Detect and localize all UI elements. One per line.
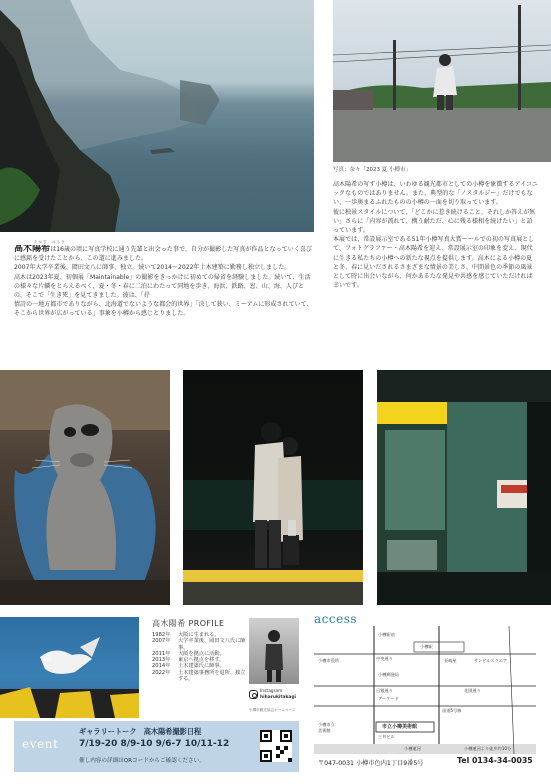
profile-row: 1982年 大阪に生まれる。: [152, 632, 220, 638]
body-right-p1: 高木陽希の写す小樽は、いわゆる観光都市としての小樽を象徴するアイコニックなものではありません。また、典型的な「ノスタルジー」だけでもない、一歩奥まるふれたものの小樽の一面を切り取っています。: [333, 181, 538, 207]
author-name: 高木陽希: [14, 245, 51, 254]
map-label-road1: 中央通り: [376, 656, 393, 661]
body-left-p3: 高木は2023年夏、初個展「Maintainable」の撮影をきっかけに初めての帰省を経験しました。続いて、生活の様々な片鱗をとらえるべく、夏・冬・春に二泊にわたって同地を歩き、海浜、鉄路、窓、山、海、人びとの、そこで「生き死」を見てきました。彼は、「抒: [14, 273, 311, 300]
author-ruby: たかぎ はるき: [34, 240, 66, 244]
seagull-drawing: [0, 617, 139, 718]
event-note: 催し内容の詳細はQRコードからご確認ください。: [79, 758, 205, 764]
event-dates: 7/19-20 8/9-10 9/6-7 10/11-12: [79, 739, 230, 749]
photo-couple: [183, 370, 363, 605]
photo-sea-cliffs: [0, 0, 314, 232]
profile-row: 2007年 大学卒業後、岡田文八氏に師事。: [152, 638, 246, 651]
qr-code-icon[interactable]: [260, 730, 292, 762]
map-label-bottom-note: 小樽運河より徒歩約10分: [464, 746, 512, 751]
profile-row: 2022年 土木建築事務所を退所、独立する。: [152, 669, 246, 683]
map-label-road3: 国道5号線: [442, 708, 462, 713]
map-label-sea: 小樽運河: [404, 746, 421, 751]
profile-footnote: 小樽市観光協会ホームページ: [249, 708, 296, 712]
instagram-handle[interactable]: hiharukitakagi: [260, 695, 297, 700]
map-label-place6: 三井ビル: [378, 734, 395, 739]
access-map[interactable]: [314, 626, 536, 754]
instagram-icon[interactable]: [249, 690, 258, 699]
profile-row: 2014年 土木建築氏に師事。: [152, 663, 225, 670]
map-label-place1: 小樽市役所: [318, 658, 339, 663]
map-label-place5: アーケード: [378, 696, 399, 701]
photo-seagull: [0, 617, 139, 718]
map-label-top-street: 小樽駅前: [378, 632, 395, 637]
body-left-p1: は16歳の頃に写真学校に通う先輩と出会った事で、自分が撮影した写真が作品となっていく喜びに感銘を受けたことから、この道に進みました。: [14, 246, 312, 263]
sea-cliffs-drawing: [0, 0, 314, 232]
photo-portrait: [249, 618, 299, 684]
couple-drawing: [183, 370, 363, 605]
map-label-place3: サンビルスクエア: [474, 658, 508, 663]
photo-shopfront: [377, 370, 551, 605]
caption-top-right: 写真：奈々「2023 夏 小樽市」: [333, 167, 411, 173]
access-address: 〒047-0031 小樽市色内1丁目9番5号: [318, 760, 424, 767]
profile-list: [152, 632, 248, 682]
map-label-left-area: 小樽市立 美術館: [318, 722, 335, 733]
map-label-road4: 花園通り: [464, 688, 481, 693]
body-text-right: [333, 180, 538, 355]
body-text-left: [14, 245, 314, 355]
profile-row: 2011年 大阪を拠点に活動。: [152, 650, 225, 657]
profile-row: 2013年 東京へ拠点を移す。: [152, 657, 225, 664]
access-tel: Tel 0134-34-0035: [457, 756, 533, 765]
seal-drawing: [0, 370, 170, 605]
body-right-p3: 本展では、常設展示室である51年小樽写真大賞ーールでの初の写真展として、フォトグラファー・高木陽希を迎え、常設展示室の印象を変え、現代に生きる私たちの小樽への新たな視点を提供します。高木による小樽の夏と冬、春に見いだされるさまざまな情景の美しさ、中間景色の季節の風景として時に出会いながら、何かあるたな発見や共感を感じていただければ幸いです。: [333, 236, 535, 290]
map-label-road2: 日銀通り: [376, 688, 393, 693]
instagram-label: Instagram: [260, 689, 283, 694]
event-label: event: [22, 737, 59, 751]
body-left-p2: 2007年大学卒業後、岡田文八に師事、独立。続いて2014〜2022年土木建築に勤務し独立しました。: [14, 264, 291, 272]
street-drawing: [333, 0, 551, 162]
portrait-drawing: [249, 618, 299, 684]
map-label-place4: 小樽郵便局: [378, 672, 399, 677]
photo-seal: [0, 370, 170, 605]
body-right-p2: 彼に独景スタイルについて、「どこかに惹き続けること、それしか答えが無い」さらに「内容が流れて、構う耐ただ、心に残る様相を続けたい」と語っています。: [333, 208, 536, 235]
profile-title: 高木陽希 PROFILE: [152, 619, 225, 628]
event-title: ギャラリートーク 高木陽希撮影日程: [79, 727, 202, 736]
photo-street-person: [333, 0, 551, 162]
map-label-museum: 市立小樽美術館: [382, 724, 418, 730]
access-title: access: [314, 612, 358, 626]
map-label-place2: 長崎屋: [444, 658, 457, 663]
body-left-p4: 情詩の一地方都市でありながら、北海道でないような都会的世界」「決して狭い、ミーアムに形成されていて、そこから世界が広がっている」事象を小樽から感じとりました。: [14, 301, 313, 318]
map-label-station: 小樽駅: [420, 644, 433, 649]
shopfront-drawing: [377, 370, 551, 605]
